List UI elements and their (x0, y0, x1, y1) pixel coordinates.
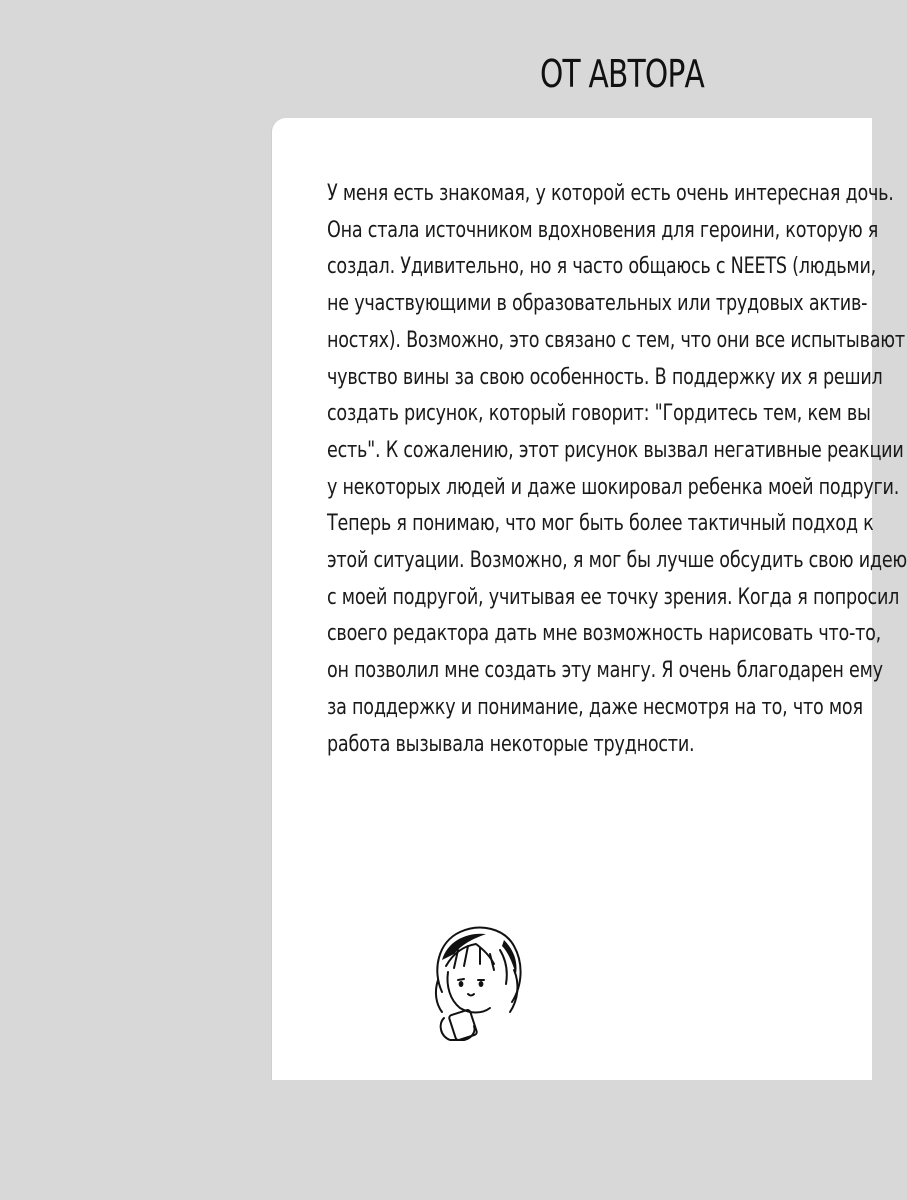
note-line: ностях). Возможно, это связано с тем, что они все испытывают (327, 327, 905, 353)
note-line: не участвующими в образовательных или трудовых актив- (327, 291, 868, 317)
note-line: создал. Удивительно, но я часто общаюсь с NEETS (людьми, (327, 254, 877, 280)
note-line: Теперь я понимаю, что мог быть более тактичный подход к (327, 511, 874, 537)
note-line: чувство вины за свою особенность. В поддержку их я решил (327, 364, 883, 390)
note-line: за поддержку и понимание, даже несмотря на то, что моя (327, 694, 863, 720)
note-line: этой ситуации. Возможно, я мог бы лучше обсудить свою идею (327, 548, 907, 574)
note-line: у некоторых людей и даже шокировал ребенка моей подруги. (327, 474, 900, 500)
note-line: своего редактора дать мне возможность нарисовать что-то, (327, 621, 882, 647)
note-line: он позволил мне создать эту мангу. Я очень благодарен ему (327, 658, 883, 684)
note-line: с моей подругой, учитывая ее точку зрения. Когда я попросил (327, 584, 900, 610)
note-line: есть". К сожалению, этот рисунок вызвал негативные реакции (327, 437, 904, 463)
author-note-text (327, 176, 907, 763)
note-line: работа вызывала некоторые трудности. (327, 731, 695, 757)
chibi-girl-with-phone-icon (424, 920, 534, 1050)
note-line: У меня есть знакомая, у которой есть очень интересная дочь. (327, 181, 894, 206)
note-line: создать рисунок, который говорит: "Гордитесь тем, кем вы (327, 401, 871, 427)
page-title: ОТ АВТОРА (540, 52, 705, 96)
note-line: Она стала источником вдохновения для героини, которую я (327, 217, 879, 243)
